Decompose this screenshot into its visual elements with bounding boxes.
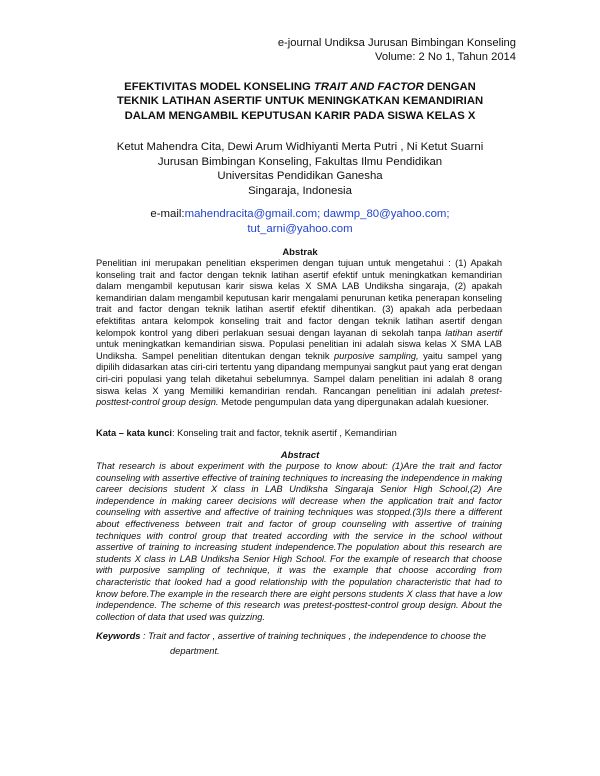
- abstrak-italic-3: pretest-posttest-control group design.: [96, 385, 502, 408]
- title-part-c: DENGAN: [423, 81, 476, 93]
- abstrak-body: [96, 258, 502, 409]
- email-link-2[interactable]: tut_arni@yahoo.com: [247, 222, 353, 235]
- email-block: [90, 207, 510, 236]
- title-part-b: TRAIT AND FACTOR: [313, 81, 424, 93]
- abstrak-part-2: untuk meningkatkan kemandirian siswa. Populasi penelitian ini adalah siswa kelas X SMA LAB Undiksha. Sampel penelitian ditentukan dengan teknik: [96, 339, 502, 361]
- abstrak-italic-2: purposive sampling,: [334, 350, 419, 361]
- journal-name: e-journal Undiksa Jurusan Bimbingan Konseling: [277, 37, 516, 49]
- journal-header: [278, 37, 516, 64]
- title-part-a: EFEKTIVITAS MODEL KONSELING: [124, 81, 314, 93]
- abstrak-part-4: Metode pengumpulan data yang dipergunakan adalah kuesioner.: [218, 397, 489, 408]
- author-names: Ketut Mahendra Cita, Dewi Arum Widhiyanti Merta Putri , Ni Ketut Suarni: [116, 141, 484, 153]
- email-link-1[interactable]: mahendracita@gmail.com; dawmp_80@yahoo.com;: [184, 208, 450, 220]
- journal-volume: Volume: 2 No 1, Tahun 2014: [375, 50, 516, 63]
- abstrak-part-1: Penelitian ini merupakan penelitian eksperimen dengan tujuan untuk mengetahui : (1) Apakah konseling trait and factor dengan teknik latihan asertif efektif untuk meningkatkan kemandirian dalam mengambil keputusan karir siswa kelas X SMA LAB Undiksha singaraja, (2) apakah kemandirian dalam mengambil keputusan karir mengalami penurunan ketika penerapan konseling trait and factor dengan teknik latihan asertif efektif dihentikan. (3) apakah ada perbedaan efektifitas antara kelompok konseling trait and factor dengan teknik latihan asertif dengan kelompok kontrol yang diberi perlakuan sesuai dengan layanan di sekolah tanpa: [96, 258, 502, 338]
- keywords-line-1: : Trait and factor , assertive of training techniques , the independence to choose the: [140, 631, 487, 641]
- kata-kunci-label: Kata – kata kunci: [96, 428, 172, 438]
- kata-kunci: [96, 427, 502, 439]
- abstrak-part-3: yaitu sampel yang dipilih didasarkan atas ciri-ciri tertentu yang dipandang mempunyai sangkut paut yang erat dengan ciri-ciri populasi yang telah diketahui sebelumnya. Sampel dalam penelitian ini adalah 8 orang siswa kelas X yang Memiliki kemandirian rendah. Rancangan penelitian ini adalah: [96, 350, 502, 396]
- abstract-body: That research is about experiment with the purpose to know about: (1)Are the trait and factor counseling with assertive effective of training techniques to increasing the independence in making career decisions student X class in LAB Undiksha Singaraja Senior High School,(2) Are independence in making career decisions will decrease when the application trait and factor counseling with assertive and affective of training techniques was stopped.(3)Is there a different about effectiveness between trait and factor of group counseling with assertive of training techniques with control group that treated according with the service in the school without assertive of training to increasing student independence.The population about this research are students X class in LAB Undiksha Senior High School. For the example of research that choose with purposive sampling of technique, it was the example that choose according from characteristic that looked had a good relationship with the population characteristic that had to know before.The example in the research there are eight persons students X class that have a low independence. The scheme of this research was pretest-posttest-control group design. About the collection of data that used was quizzing.: [96, 461, 502, 622]
- keywords-label: Keywords: [96, 631, 141, 641]
- author-university: Universitas Pendidikan Ganesha: [217, 170, 383, 183]
- email-label: e-mail:: [150, 208, 185, 220]
- keywords: [96, 629, 502, 659]
- paper-title: [90, 80, 510, 123]
- keywords-line-2: department.: [170, 646, 220, 656]
- author-city: Singaraja, Indonesia: [248, 184, 352, 197]
- abstrak-italic-1: latihan asertif: [445, 327, 502, 338]
- author-block: [90, 140, 510, 198]
- title-line-2: TEKNIK LATIHAN ASERTIF UNTUK MENINGKATKAN KEMANDIRIAN: [116, 95, 484, 108]
- abstrak-heading: Abstrak: [282, 247, 318, 258]
- author-department: Jurusan Bimbingan Konseling, Fakultas Ilmu Pendidikan: [157, 155, 443, 168]
- abstract-heading: Abstract: [280, 450, 320, 461]
- kata-kunci-text: : Konseling trait and factor, teknik asertif , Kemandirian: [171, 428, 397, 438]
- title-line-3: DALAM MENGAMBIL KEPUTUSAN KARIR PADA SISWA KELAS X: [124, 109, 476, 122]
